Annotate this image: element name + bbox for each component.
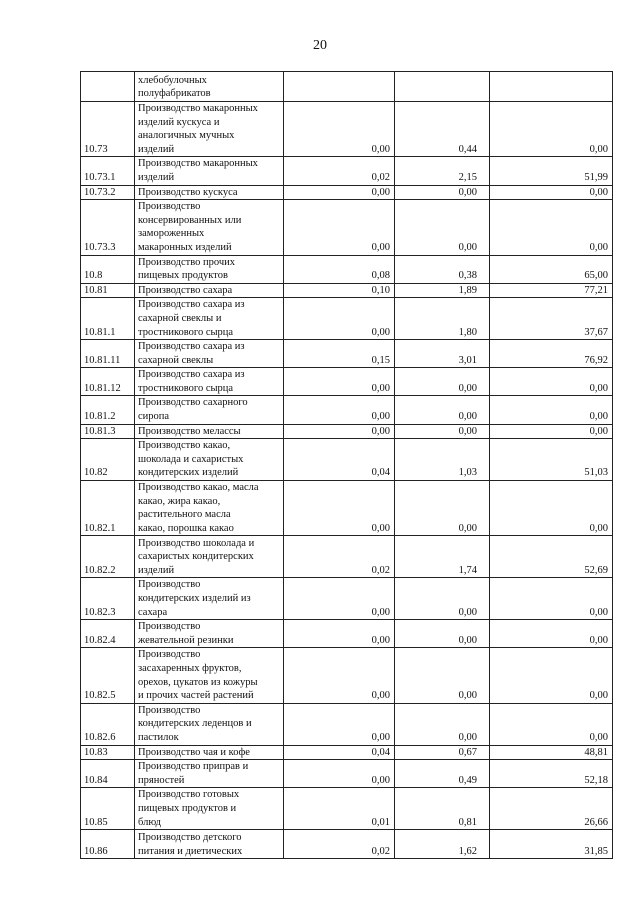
table-row: [81, 830, 613, 859]
value-cell-3: 0,00: [490, 481, 613, 536]
value-cell-3: 0,00: [490, 620, 613, 648]
value-cell-3: 52,69: [490, 536, 613, 578]
value-cell-3: 0,00: [490, 578, 613, 620]
value-cell-1: 0,00: [284, 481, 395, 536]
code-cell: 10.81.12: [81, 368, 135, 396]
table-row: [81, 536, 613, 578]
name-cell: Производство кондитерских изделий из сахара: [135, 578, 284, 620]
code-cell: 10.73: [81, 102, 135, 157]
value-cell-3: 0,00: [490, 200, 613, 255]
value-cell-2: 0,00: [395, 200, 490, 255]
page-number: 20: [313, 38, 327, 53]
value-cell-2: 0,67: [395, 745, 490, 760]
table-row: [81, 439, 613, 481]
code-cell: 10.82.1: [81, 481, 135, 536]
table-row: [81, 185, 613, 200]
value-cell-1: 0,00: [284, 620, 395, 648]
value-cell-2: 0,00: [395, 368, 490, 396]
code-cell: 10.81.1: [81, 298, 135, 340]
value-cell-3: 76,92: [490, 340, 613, 368]
value-cell-3: [490, 72, 613, 102]
name-cell: Производство кускуса: [135, 185, 284, 200]
value-cell-2: 0,81: [395, 788, 490, 830]
value-cell-2: 1,03: [395, 439, 490, 481]
value-cell-2: 0,38: [395, 255, 490, 283]
table-row: [81, 72, 613, 102]
name-cell: Производство сахара из сахарной свеклы и тростникового сырца: [135, 298, 284, 340]
code-cell: 10.73.2: [81, 185, 135, 200]
table-row: [81, 760, 613, 788]
table-row: [81, 620, 613, 648]
value-cell-1: 0,00: [284, 185, 395, 200]
value-cell-1: 0,00: [284, 200, 395, 255]
table-row: [81, 255, 613, 283]
value-cell-3: 51,99: [490, 157, 613, 185]
value-cell-2: 0,00: [395, 620, 490, 648]
value-cell-1: 0,00: [284, 578, 395, 620]
value-cell-1: 0,00: [284, 298, 395, 340]
code-cell: 10.82.3: [81, 578, 135, 620]
value-cell-2: 0,00: [395, 185, 490, 200]
value-cell-2: 1,89: [395, 283, 490, 298]
value-cell-1: 0,02: [284, 536, 395, 578]
value-cell-3: 51,03: [490, 439, 613, 481]
value-cell-1: 0,00: [284, 424, 395, 439]
value-cell-1: 0,02: [284, 157, 395, 185]
name-cell: Производство шоколада и сахаристых кондитерских изделий: [135, 536, 284, 578]
table-row: [81, 481, 613, 536]
value-cell-3: 0,00: [490, 185, 613, 200]
table-row: [81, 424, 613, 439]
table-row: [81, 298, 613, 340]
value-cell-3: 26,66: [490, 788, 613, 830]
name-cell: Производство макаронных изделий кускуса и аналогичных мучных изделий: [135, 102, 284, 157]
value-cell-3: 0,00: [490, 703, 613, 745]
value-cell-1: 0,00: [284, 368, 395, 396]
value-cell-3: 0,00: [490, 648, 613, 703]
code-cell: [81, 72, 135, 102]
name-cell: Производство засахаренных фруктов, орехов, цукатов из кожуры и прочих частей растений: [135, 648, 284, 703]
name-cell: Производство какао, шоколада и сахаристых кондитерских изделий: [135, 439, 284, 481]
value-cell-2: 1,74: [395, 536, 490, 578]
value-cell-1: 0,00: [284, 396, 395, 424]
value-cell-2: 0,49: [395, 760, 490, 788]
table-row: [81, 578, 613, 620]
code-cell: 10.73.1: [81, 157, 135, 185]
name-cell: Производство сахарного сиропа: [135, 396, 284, 424]
table-row: [81, 788, 613, 830]
code-cell: 10.81.2: [81, 396, 135, 424]
value-cell-1: 0,00: [284, 703, 395, 745]
name-cell: Производство детского питания и диетических: [135, 830, 284, 859]
value-cell-3: 0,00: [490, 424, 613, 439]
value-cell-3: 65,00: [490, 255, 613, 283]
name-cell: Производство чая и кофе: [135, 745, 284, 760]
table-row: [81, 396, 613, 424]
code-cell: 10.81.3: [81, 424, 135, 439]
name-cell: Производство сахара: [135, 283, 284, 298]
name-cell: Производство консервированных или замороженных макаронных изделий: [135, 200, 284, 255]
table-row: [81, 648, 613, 703]
value-cell-3: 77,21: [490, 283, 613, 298]
name-cell: Производство жевательной резинки: [135, 620, 284, 648]
value-cell-3: 48,81: [490, 745, 613, 760]
value-cell-1: 0,15: [284, 340, 395, 368]
value-cell-1: 0,04: [284, 439, 395, 481]
code-cell: 10.82.2: [81, 536, 135, 578]
table-row: [81, 703, 613, 745]
value-cell-1: [284, 72, 395, 102]
value-cell-2: 0,00: [395, 396, 490, 424]
name-cell: Производство сахара из сахарной свеклы: [135, 340, 284, 368]
value-cell-2: 0,00: [395, 424, 490, 439]
value-cell-2: 0,00: [395, 648, 490, 703]
table-row: [81, 283, 613, 298]
value-cell-1: 0,00: [284, 760, 395, 788]
table-body: [81, 72, 613, 859]
code-cell: 10.84: [81, 760, 135, 788]
value-cell-3: 52,18: [490, 760, 613, 788]
value-cell-2: 0,00: [395, 481, 490, 536]
value-cell-2: 1,62: [395, 830, 490, 859]
name-cell: Производство кондитерских леденцов и пастилок: [135, 703, 284, 745]
code-cell: 10.8: [81, 255, 135, 283]
value-cell-3: 0,00: [490, 396, 613, 424]
value-cell-1: 0,00: [284, 648, 395, 703]
value-cell-1: 0,02: [284, 830, 395, 859]
name-cell: Производство прочих пищевых продуктов: [135, 255, 284, 283]
code-cell: 10.73.3: [81, 200, 135, 255]
code-cell: 10.81: [81, 283, 135, 298]
code-cell: 10.82: [81, 439, 135, 481]
table-row: [81, 102, 613, 157]
name-cell: Производство мелассы: [135, 424, 284, 439]
code-cell: 10.82.6: [81, 703, 135, 745]
table-row: [81, 745, 613, 760]
value-cell-1: 0,08: [284, 255, 395, 283]
name-cell: Производство сахара из тростникового сырца: [135, 368, 284, 396]
value-cell-1: 0,01: [284, 788, 395, 830]
code-cell: 10.86: [81, 830, 135, 859]
data-table: [80, 71, 613, 859]
value-cell-2: [395, 72, 490, 102]
value-cell-2: 3,01: [395, 340, 490, 368]
name-cell: хлебобулочных полуфабрикатов: [135, 72, 284, 102]
code-cell: 10.83: [81, 745, 135, 760]
value-cell-3: 0,00: [490, 368, 613, 396]
code-cell: 10.82.4: [81, 620, 135, 648]
value-cell-3: 0,00: [490, 102, 613, 157]
value-cell-2: 0,00: [395, 578, 490, 620]
value-cell-2: 2,15: [395, 157, 490, 185]
table-row: [81, 368, 613, 396]
value-cell-2: 0,00: [395, 703, 490, 745]
table-row: [81, 200, 613, 255]
name-cell: Производство какао, масла какао, жира какао, растительного масла какао, порошка какао: [135, 481, 284, 536]
value-cell-1: 0,00: [284, 102, 395, 157]
value-cell-3: 37,67: [490, 298, 613, 340]
value-cell-1: 0,04: [284, 745, 395, 760]
name-cell: Производство готовых пищевых продуктов и блюд: [135, 788, 284, 830]
code-cell: 10.82.5: [81, 648, 135, 703]
code-cell: 10.81.11: [81, 340, 135, 368]
table-row: [81, 157, 613, 185]
value-cell-2: 1,80: [395, 298, 490, 340]
value-cell-2: 0,44: [395, 102, 490, 157]
value-cell-3: 31,85: [490, 830, 613, 859]
name-cell: Производство макаронных изделий: [135, 157, 284, 185]
code-cell: 10.85: [81, 788, 135, 830]
table-row: [81, 340, 613, 368]
name-cell: Производство приправ и пряностей: [135, 760, 284, 788]
value-cell-1: 0,10: [284, 283, 395, 298]
